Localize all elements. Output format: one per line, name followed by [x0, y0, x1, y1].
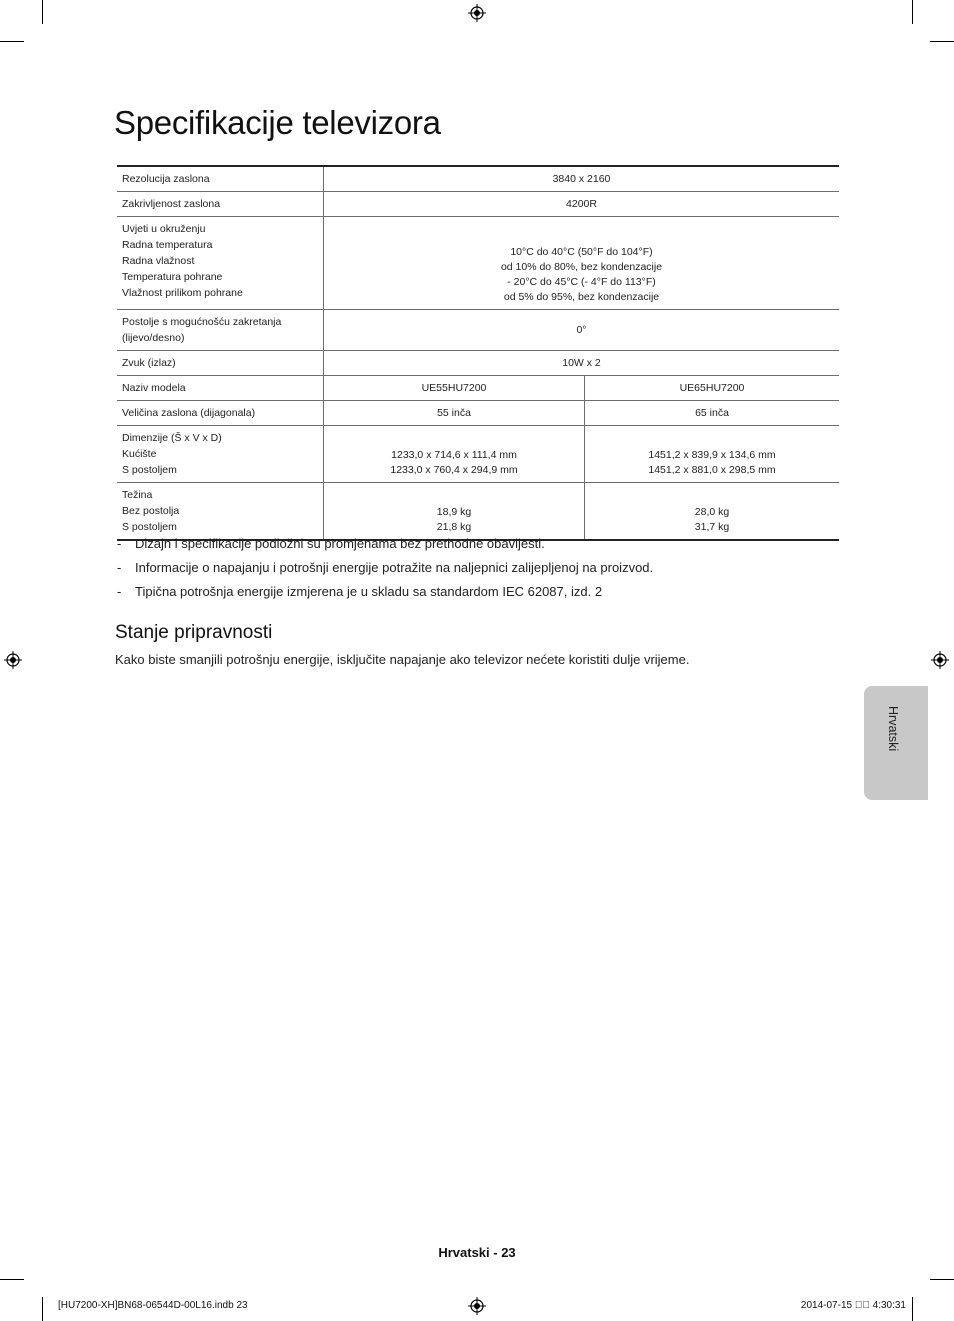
list-item — [117, 536, 653, 560]
spec-value: 0° — [324, 310, 840, 351]
value-line: 1233,0 x 714,6 x 111,4 mm — [391, 449, 517, 461]
label-line: Radna vlažnost — [122, 255, 195, 267]
value-line: 31,7 kg — [694, 521, 730, 533]
print-slug-left: [HU7200-XH]BN68-06544D-00L16.indb 23 — [58, 1300, 248, 1311]
note-text: Dizajn i specifikacije podložni su promjenama bez prethodne obavijesti. — [135, 536, 545, 551]
spec-label — [117, 310, 324, 351]
value-line: od 10% do 80%, bez kondenzacije — [500, 261, 663, 273]
spec-label: Zvuk (izlaz) — [117, 351, 324, 376]
value-line: 21,8 kg — [436, 521, 472, 533]
section-heading: Stanje pripravnosti — [115, 622, 273, 643]
crop-mark — [42, 0, 43, 24]
table-row — [117, 192, 839, 217]
spec-value: 10W x 2 — [324, 351, 840, 376]
spec-table — [117, 165, 839, 541]
label-line: Postolje s mogućnošću zakretanja — [122, 316, 282, 328]
spec-label: Veličina zaslona (dijagonala) — [117, 401, 324, 426]
label-line: S postoljem — [122, 521, 177, 533]
registration-mark-icon — [468, 1297, 486, 1315]
registration-mark-icon — [4, 651, 22, 669]
spec-value: 55 inča — [324, 401, 585, 426]
value-line: 18,9 kg — [436, 506, 472, 518]
spec-label: Rezolucija zaslona — [117, 166, 324, 192]
registration-mark-icon — [468, 4, 486, 22]
page-footer: Hrvatski - 23 — [438, 1245, 516, 1260]
spec-value — [324, 426, 585, 483]
table-row — [117, 217, 839, 310]
section-text: Kako biste smanjili potrošnju energije, isključite napajanje ako televizor nećete koristiti dulje vrijeme. — [115, 652, 690, 667]
label-line: Radna temperatura — [122, 239, 213, 251]
spec-value — [324, 483, 585, 541]
print-slug-right: 2014-07-15 ￿￿ 4:30:31 — [800, 1300, 906, 1311]
note-dash: - — [117, 560, 122, 575]
label-line: (lijevo/desno) — [122, 332, 185, 344]
spec-value: 3840 x 2160 — [552, 172, 611, 185]
spec-label — [117, 483, 324, 541]
label-line: Bez postolja — [122, 505, 180, 517]
registration-mark-icon — [931, 651, 949, 669]
spec-value — [585, 483, 840, 541]
value-line: 28,0 kg — [694, 506, 730, 518]
spec-value: 65 inča — [585, 401, 840, 426]
list-item — [117, 584, 653, 608]
spec-value — [324, 217, 840, 310]
label-line: S postoljem — [122, 464, 177, 476]
label-line: Vlažnost prilikom pohrane — [122, 287, 243, 299]
crop-mark — [0, 1279, 24, 1280]
value-line: 1451,2 x 839,9 x 134,6 mm — [648, 449, 776, 461]
crop-mark — [0, 41, 24, 42]
table-row — [117, 310, 839, 351]
note-dash: - — [117, 584, 122, 599]
label-line: Kućište — [122, 448, 157, 460]
note-dash: - — [117, 536, 122, 551]
value-line: 1233,0 x 760,4 x 294,9 mm — [390, 464, 518, 476]
label-line: Uvjeti u okruženju — [122, 223, 206, 235]
label-line: Temperatura pohrane — [122, 271, 223, 283]
spec-label: Naziv modela — [117, 376, 324, 401]
notes-list — [117, 536, 653, 608]
note-text: Informacije o napajanju i potrošnji energije potražite na naljepnici zalijepljenoj na proizvod. — [135, 560, 654, 575]
value-line: - 20°C do 45°C (- 4°F do 113°F) — [507, 276, 656, 288]
table-row — [117, 166, 839, 192]
language-tab-label: Hrvatski — [886, 706, 900, 752]
crop-mark — [930, 41, 954, 42]
crop-mark — [930, 1279, 954, 1280]
crop-mark — [42, 1297, 43, 1321]
spec-value: UE65HU7200 — [585, 376, 840, 401]
value-line: 1451,2 x 881,0 x 298,5 mm — [648, 464, 776, 476]
spec-label: Zakrivljenost zaslona — [117, 192, 324, 217]
spec-value — [585, 426, 840, 483]
crop-mark — [912, 0, 913, 24]
crop-mark — [912, 1297, 913, 1321]
label-line: Dimenzije (Š x V x D) — [122, 432, 222, 444]
value-line: 10°C do 40°C (50°F do 104°F) — [510, 246, 653, 258]
table-row — [117, 401, 839, 426]
spec-value: 4200R — [324, 192, 840, 217]
value-line: od 5% do 95%, bez kondenzacije — [503, 291, 660, 303]
table-row — [117, 351, 839, 376]
table-row — [117, 376, 839, 401]
note-text: Tipična potrošnja energije izmjerena je u skladu sa standardom IEC 62087, izd. 2 — [135, 584, 603, 599]
language-tab — [864, 686, 928, 800]
spec-value: UE55HU7200 — [324, 376, 585, 401]
list-item — [117, 560, 653, 584]
spec-label — [117, 426, 324, 483]
label-line: Težina — [122, 489, 153, 501]
table-row — [117, 426, 839, 483]
spec-label — [117, 217, 324, 310]
table-row — [117, 483, 839, 541]
page-title: Specifikacije televizora — [114, 104, 441, 141]
